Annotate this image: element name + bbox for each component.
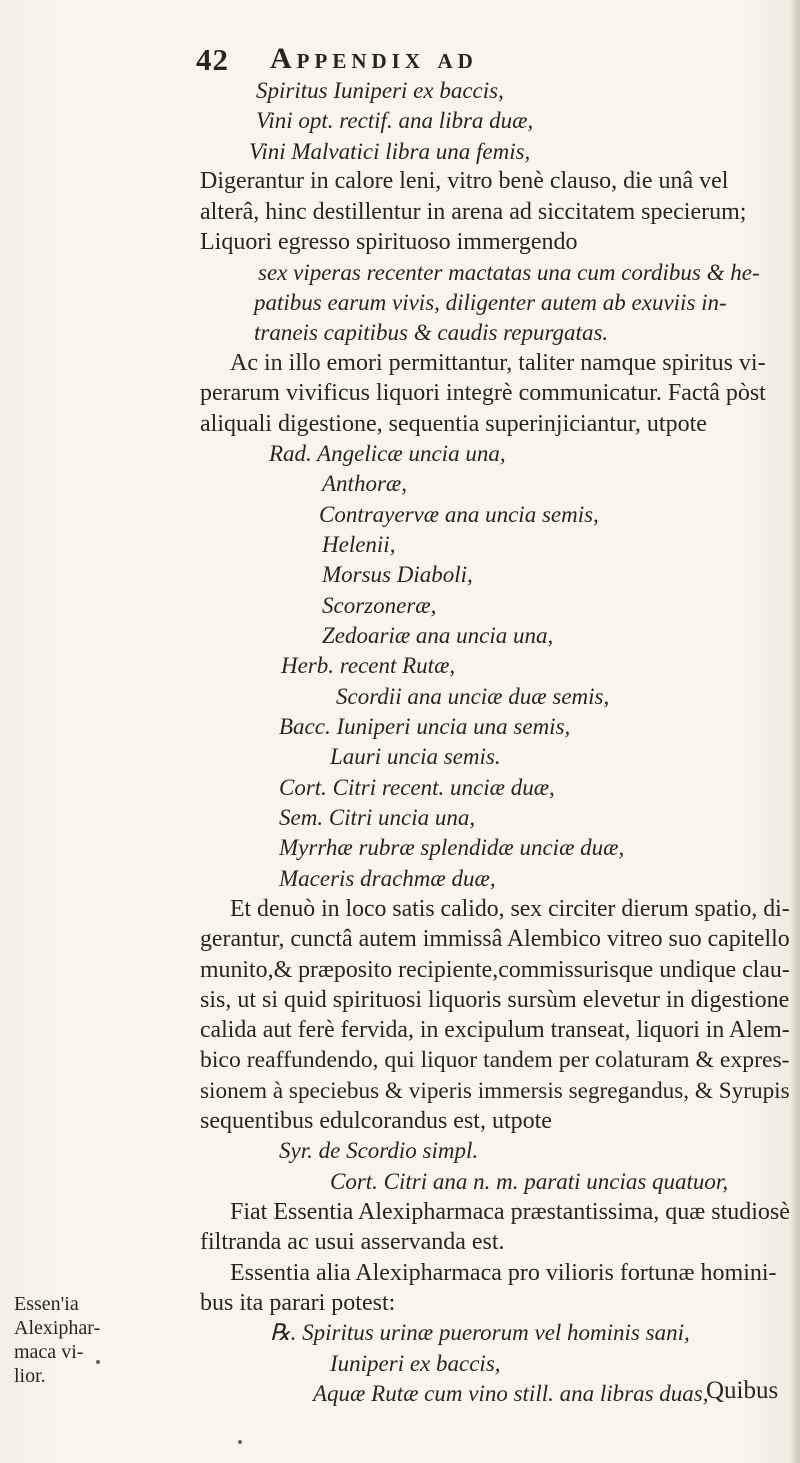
text-line: filtranda ac usui asservanda est. [200,1229,505,1255]
text-line: Bacc. Iuniperi uncia una semis, [279,714,571,739]
text-line: Ac in illo emori permittantur, taliter namque spiritus vi- [230,350,766,376]
text-line: Scordii ana unciæ duæ semis, [336,684,610,709]
text-line: sionem à speciebus & viperis immersis segregandus, & Syrupis [200,1078,790,1104]
text-line: sis, ut si quid spirituosi liquoris sursùm elevetur in digestione [200,987,790,1013]
text-line: Lauri uncia semis. [330,744,501,769]
text-line: Cort. Citri recent. unciæ duæ, [279,775,555,800]
text-line: Scorzoneræ, [322,593,437,618]
text-line: Maceris drachmæ duæ, [279,866,496,891]
text-line: calida aut ferè fervida, in excipulum transeat, liquori in Alem- [200,1017,790,1043]
text-line: Helenii, [322,532,396,557]
text-line: Myrrhæ rubræ splendidæ unciæ duæ, [279,835,625,860]
text-line: Spiritus Iuniperi ex baccis, [256,78,504,103]
page-header [196,42,666,82]
text-line: munito,& præposito recipiente,commissurisque undique clau- [200,957,790,983]
text-line: sequentibus edulcorandus est, utpote [200,1108,552,1134]
text-line: aliquali digestione, sequentia superinjiciantur, utpote [200,411,707,437]
ink-speck [96,1360,100,1364]
catchword: Quibus [706,1377,779,1404]
margin-note-line: lior. [14,1365,46,1387]
text-line: sex viperas recenter mactatas una cum cordibus & he- [258,260,760,285]
text-line: Liquori egresso spirituoso immergendo [200,229,578,255]
margin-note-line: maca vi- [14,1341,84,1363]
text-line: Vini opt. rectif. ana libra duæ, [256,108,534,133]
text-line: bico reaffundendo, qui liquor tandem per colaturam & expres- [200,1047,790,1073]
text-line: gerantur, cunctâ autem immissâ Alembico vitreo suo capitello [200,926,790,952]
text-line: ℞. Spiritus urinæ puerorum vel hominis sani, [270,1320,690,1345]
ink-speck [238,1440,242,1444]
text-line: Et denuò in loco satis calido, sex circiter dierum spatio, di- [230,896,790,922]
text-line: Anthoræ, [322,471,407,496]
text-line: Contrayervæ ana uncia semis, [319,502,599,527]
text-line: perarum vivificus liquori integrè communicatur. Factâ pòst [200,380,766,406]
page-spine-shadow [790,0,800,1463]
text-line: Sem. Citri uncia una, [279,805,476,830]
text-line: patibus earum vivis, diligenter autem ab exuviis in- [254,290,727,315]
text-line: Digerantur in calore leni, vitro benè clauso, die unâ vel [200,168,729,194]
text-line: Morsus Diaboli, [322,562,473,587]
text-line: Herb. recent Rutæ, [281,653,456,678]
margin-note-line: Essen'ia [14,1293,79,1315]
text-line: bus ita parari potest: [200,1290,396,1316]
text-line: Aquæ Rutæ cum vino still. ana libras duas, [313,1381,709,1406]
text-line: Rad. Angelicæ uncia una, [269,441,506,466]
text-line: traneis capitibus & caudis repurgatas. [254,320,609,345]
text-line: Vini Malvatici libra una femis, [249,139,531,164]
text-line: alterâ, hinc destillentur in arena ad siccitatem specierum; [200,199,747,225]
text-line: Iuniperi ex baccis, [330,1351,501,1376]
margin-note [14,1292,101,1388]
running-head: Appendix ad [270,42,478,75]
margin-note-line: Alexiphar- [14,1317,101,1339]
text-line: Cort. Citri ana n. m. parati uncias quatuor, [330,1169,729,1194]
text-line: Fiat Essentia Alexipharmaca præstantissima, quæ studiosè [230,1199,790,1225]
text-line: Zedoariæ ana uncia una, [322,623,554,648]
text-line: Essentia alia Alexipharmaca pro vilioris fortunæ homini- [230,1260,777,1286]
text-line: Syr. de Scordio simpl. [279,1138,479,1163]
page-number: 42 [196,42,229,77]
